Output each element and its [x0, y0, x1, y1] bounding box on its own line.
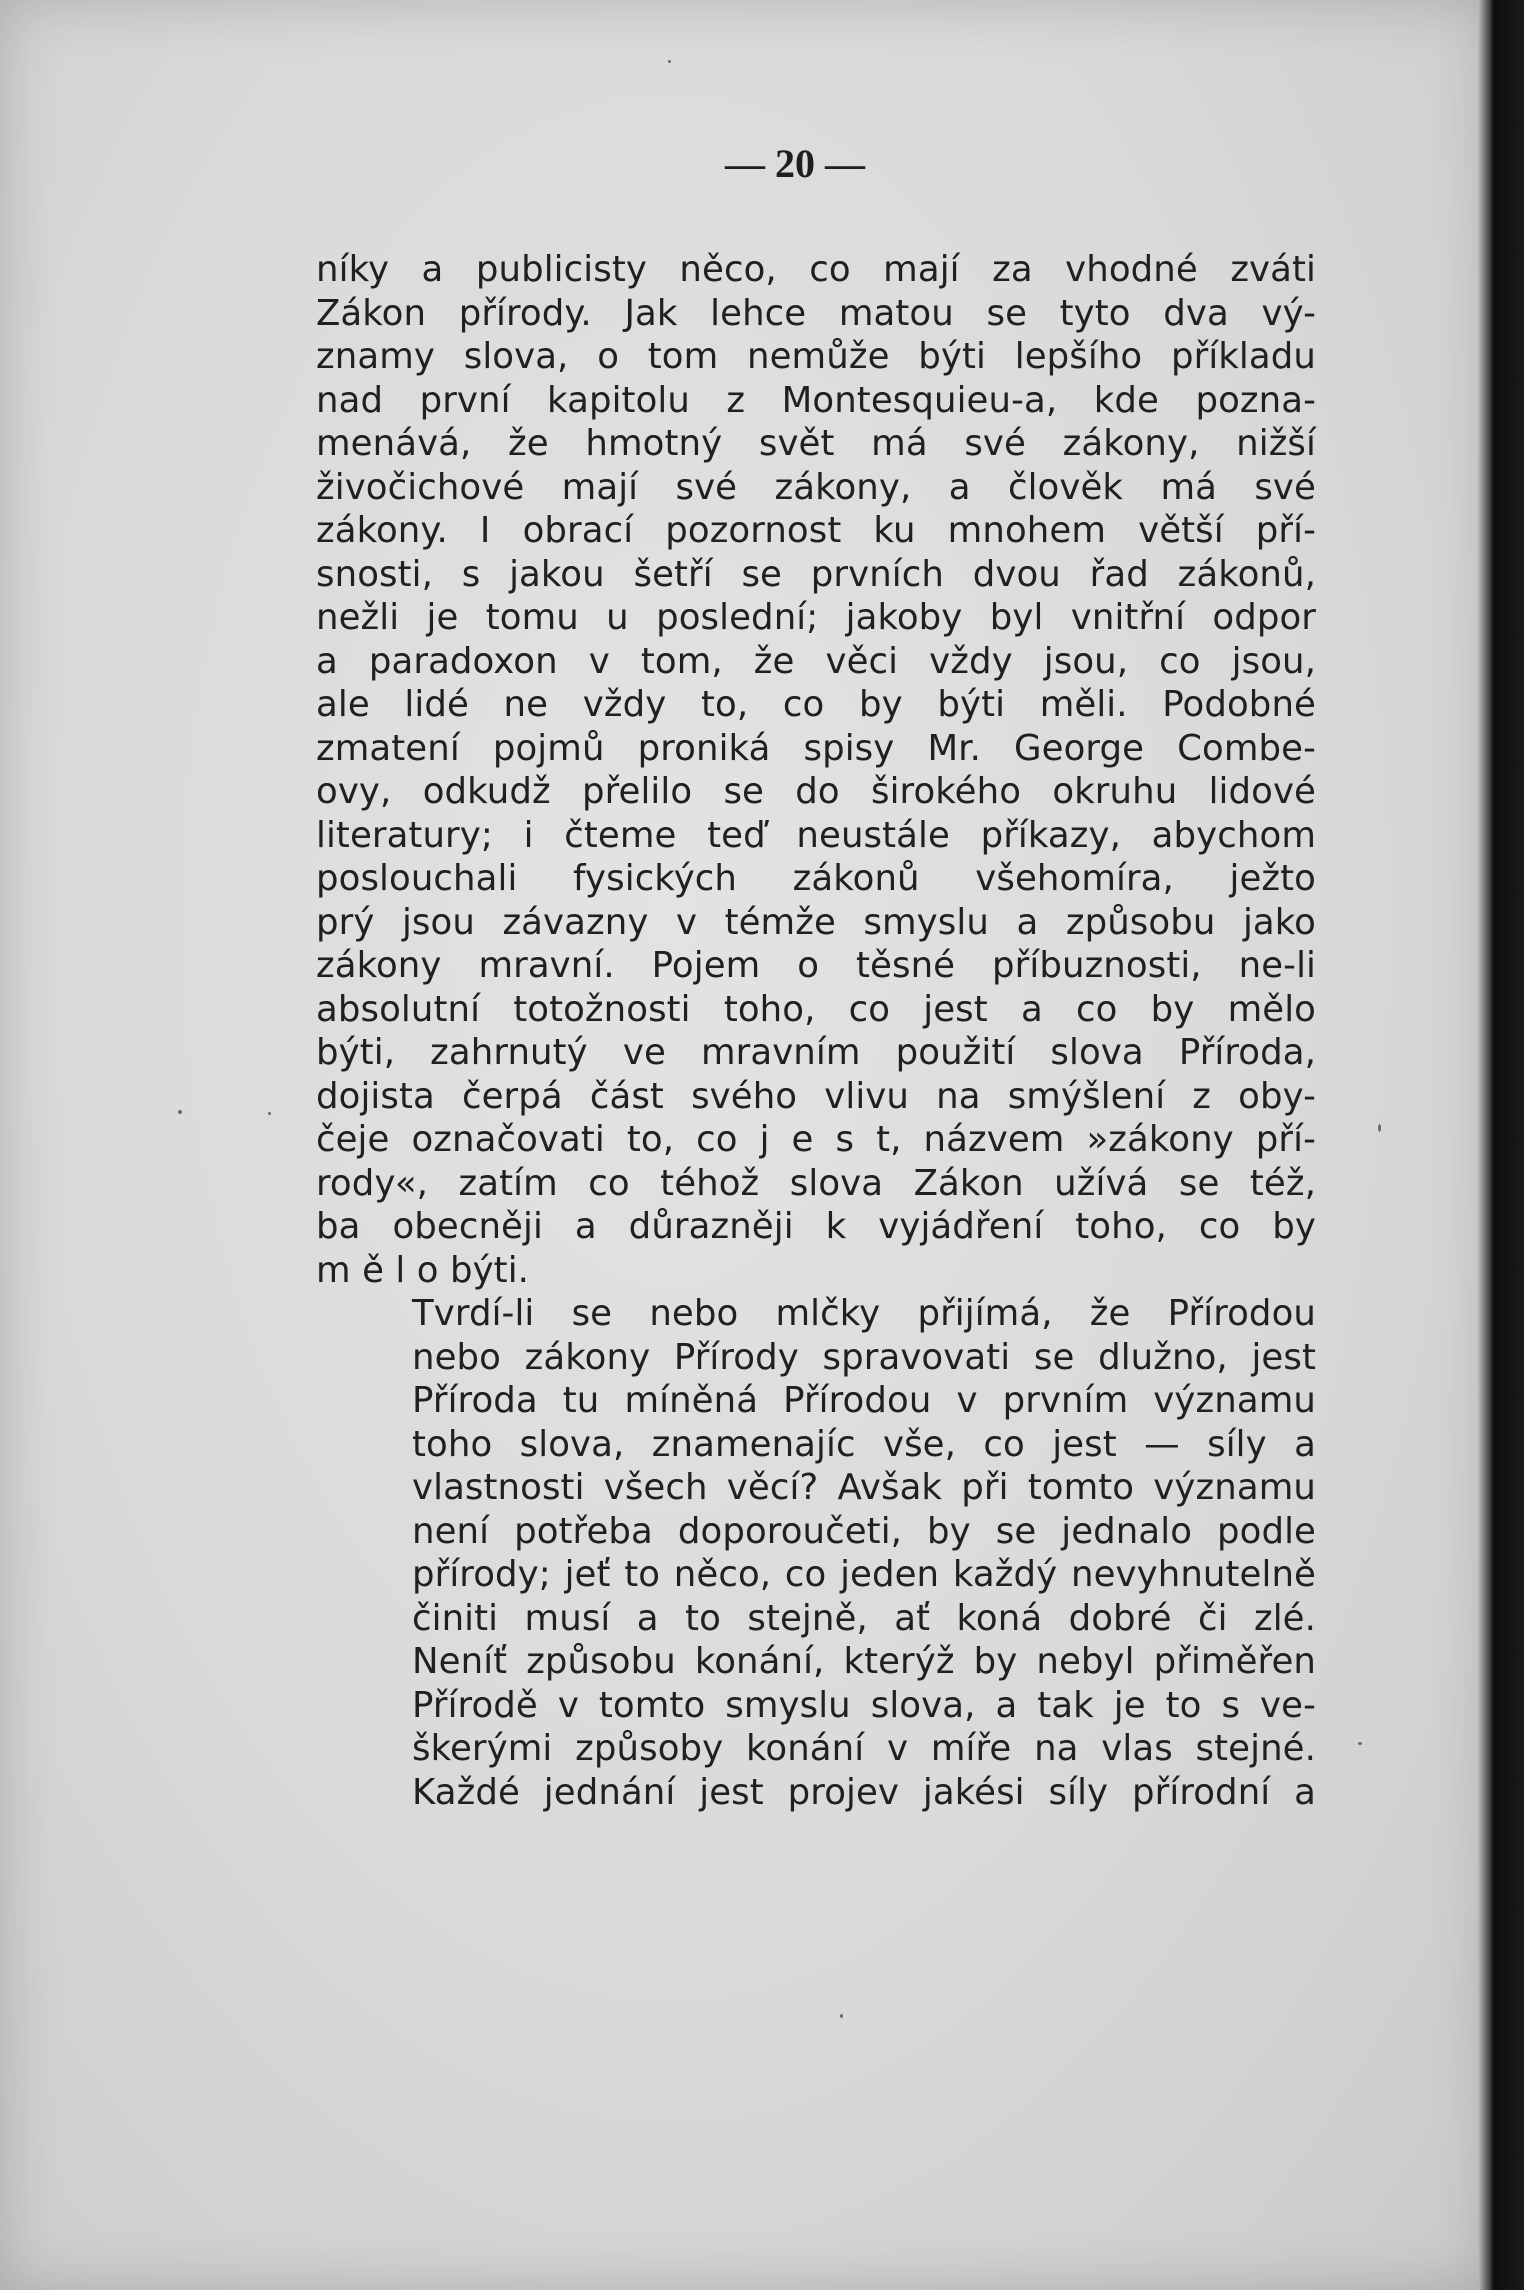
text-line: vlastnosti všech věcí? Avšak při tomto významu — [412, 1467, 1316, 1508]
text-line: není potřeba doporoučeti, by se jednalo podle — [412, 1510, 1316, 1552]
text-line: absolutní totožnosti toho, co jest a co by mělo — [316, 988, 1316, 1030]
page-edge — [1494, 0, 1524, 2290]
paper-speck — [178, 1110, 182, 1114]
text-line: Příroda tu míněná Přírodou v prvním významu — [412, 1380, 1316, 1421]
text-line: nežli je tomu u poslední; jakoby byl vnitřní odpor — [316, 597, 1316, 638]
text-line: Neníť způsobu konání, kterýž by nebyl přiměřen — [412, 1641, 1316, 1682]
text-line: ale lidé ne vždy to, co by býti měli. Podobné — [316, 684, 1316, 725]
text-line: Zákon přírody. Jak lehce matou se tyto dva vý- — [316, 292, 1316, 334]
text-line: níky a publicisty něco, co mají za vhodné zváti — [316, 249, 1316, 290]
page-gutter — [1478, 0, 1492, 2290]
text-line: Každé jednání jest projev jakési síly přírodní a — [412, 1771, 1316, 1813]
text-line: prý jsou závazny v témže smyslu a způsobu jako — [316, 901, 1316, 943]
paper-speck — [1378, 1124, 1381, 1132]
text-line: toho slova, znamenajíc vše, co jest — síly a — [412, 1423, 1316, 1465]
text-line: přírody; jeť to něco, co jeden každý nevyhnutelně — [412, 1554, 1316, 1595]
text-line: čeje označovati to, co j e s t, názvem »zákony pří- — [316, 1119, 1316, 1160]
text-line: zmatení pojmů proniká spisy Mr. George Combe- — [316, 727, 1316, 769]
text-line: škerými způsoby konání v míře na vlas stejné. — [412, 1728, 1316, 1769]
body-text — [316, 248, 1316, 1814]
text-line: znamy slova, o tom nemůže býti lepšího příkladu — [316, 336, 1316, 377]
text-line: nad první kapitolu z Montesquieu-a, kde pozna- — [316, 379, 1316, 421]
text-line: činiti musí a to stejně, ať koná dobré či zlé. — [412, 1597, 1316, 1639]
text-line: poslouchali fysických zákonů všehomíra, ježto — [316, 858, 1316, 899]
text-line: živočichové mají své zákony, a člověk má své — [316, 466, 1316, 508]
text-line: ovy, odkudž přelilo se do širokého okruhu lidové — [316, 771, 1316, 812]
page-number: — 20 — — [725, 141, 865, 186]
text-line: zákony mravní. Pojem o těsné příbuznosti, ne-li — [316, 945, 1316, 986]
text-line: Tvrdí-li se nebo mlčky přijímá, že Přírodou — [412, 1293, 1316, 1334]
text-line: rody«, zatím co téhož slova Zákon užívá se též, — [316, 1162, 1316, 1204]
text-line: dojista čerpá část svého vlivu na smýšlení z oby- — [316, 1075, 1316, 1117]
text-line: zákony. I obrací pozornost ku mnohem větší pří- — [316, 510, 1316, 551]
paper-speck — [840, 2014, 843, 2018]
text-line: ba obecněji a důrazněji k vyjádření toho, co by — [316, 1206, 1316, 1247]
text-line: býti, zahrnutý ve mravním použití slova Příroda, — [316, 1032, 1316, 1073]
text-line: menává, že hmotný svět má své zákony, nižší — [316, 423, 1316, 464]
text-line: a paradoxon v tom, že věci vždy jsou, co jsou, — [316, 640, 1316, 682]
text-line: m ě l o býti. — [316, 1249, 530, 1291]
text-line: nebo zákony Přírody spravovati se dlužno, jest — [412, 1336, 1316, 1378]
text-line: Přírodě v tomto smyslu slova, a tak je to s ve- — [412, 1684, 1316, 1726]
text-line: snosti, s jakou šetří se prvních dvou řad zákonů, — [316, 553, 1316, 595]
paper-speck — [268, 1112, 271, 1115]
paper-speck — [1358, 1742, 1362, 1745]
paper-speck — [668, 60, 671, 63]
text-line: literatury; i čteme teď neustále příkazy, abychom — [316, 814, 1316, 856]
paragraph-2 — [316, 1292, 1316, 1814]
paragraph-1 — [316, 248, 1316, 1292]
